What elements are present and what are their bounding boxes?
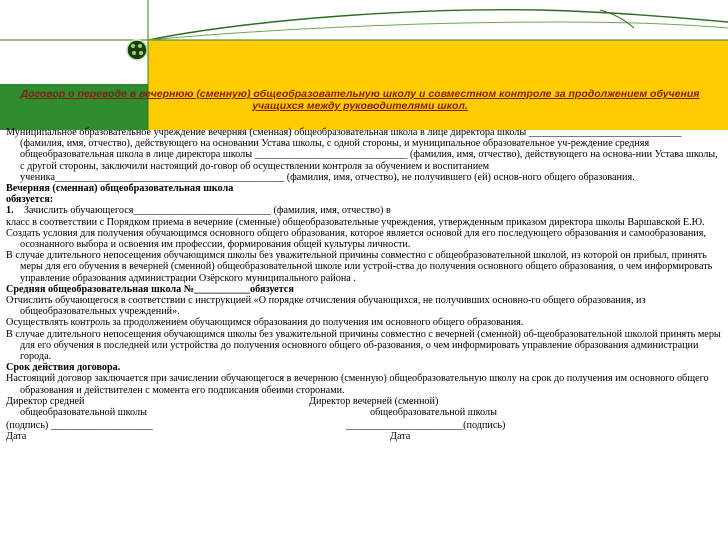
right-signature: _______________________(подпись) bbox=[346, 420, 506, 432]
paragraph-term: Настоящий договор заключается при зачислении обучающегося в вечернюю (сменную) общеобразовательную школу на срок до получения им основного общего образования и действителен с момента его подписания обеими сторонами. bbox=[6, 373, 709, 396]
left-signature: (подпись) ____________________ bbox=[6, 420, 153, 432]
signature-lines bbox=[6, 420, 722, 431]
paragraph-preamble: Муниципальное образовательное учреждение вечерняя (сменная) общеобразовательная школа в лице директора школы ______________________________ (фамилия, имя, отчество), действующего на основании Устава школы, с одной стороны, и муниципальное образовательное уч-реждение средняя общеобразовательная школа в лице директора школы ______________________________ (фамилия, имя, отчество), действующего на основа-нии Устава школы, с другой стороны, заключили настоящий до-говор об осуществлении контроля за обучением и воспитанием ученика_____________________________________________ (фамилия, имя, отчество), не получившего (ей) основ-ного общего образования. bbox=[6, 127, 718, 183]
paragraph-expel: Отчислить обучающегося в соответствии с инструкцией «О порядке отчисления обучающихся, не получивших основно-го общего образования, из общеобразовательных учреждений». bbox=[6, 295, 646, 318]
item-1-text: Зачислить обучающегося___________________________ (фамилия, имя, отчество) в bbox=[23, 205, 391, 217]
document-body bbox=[6, 127, 722, 443]
title-line-1: Договор о переводе в вечернюю (сменную) общеобразовательную школу и совместном контроле за продолжением обучения bbox=[20, 88, 700, 100]
signature-schools bbox=[6, 407, 722, 418]
heading-evening-school: Вечерняя (сменная) общеобразовательная школа bbox=[6, 183, 234, 195]
paragraph-control: Осуществлять контроль за продолжением обучающимся образования до получения им основного общего образования. bbox=[6, 317, 524, 329]
heading-obligations: обязуется: bbox=[6, 194, 54, 206]
signature-dates bbox=[6, 431, 722, 442]
globe-icon bbox=[127, 40, 147, 60]
item-number: 1. bbox=[6, 205, 14, 217]
paragraph-class: класс в соответствии с Порядком приема в вечерние (сменные) общеобразовательные учреждения, утвержденным приказом директора школы Варшавской Е.Ю. bbox=[6, 216, 705, 228]
signature-titles bbox=[6, 396, 722, 407]
paragraph-conditions: Создать условия для получения обучающимся основного общего образования, которое является основой для его последующего образования и самообразования, осознанного выбора и освоения им профессии, формирования общей культуры личности. bbox=[6, 227, 706, 251]
left-date: Дата bbox=[6, 431, 27, 443]
right-date: Дата bbox=[390, 431, 411, 443]
paragraph-absence-secondary: В случае длительного непосещения обучающимся школы без уважительной причины совместно с вечерней (сменной) об-щеобразовательной школой принять меры для его обучения в последней или устройства до получения основного общего об-разования, о чем информировать управление образования администрации города. bbox=[6, 328, 721, 363]
right-school-name: общеобразовательной школы bbox=[370, 407, 497, 419]
heading-secondary-school: Средняя общеобразовательная школа №___________обязуется bbox=[6, 283, 294, 295]
left-director-title: Директор средней bbox=[6, 395, 85, 407]
left-school-name: общеобразовательной школы bbox=[20, 407, 147, 419]
document-title bbox=[10, 88, 710, 112]
title-line-2: учащихся между руководителями школ. bbox=[252, 100, 468, 112]
paragraph-item-1 bbox=[6, 205, 722, 216]
right-director-title: Директор вечерней (сменной) bbox=[309, 395, 439, 407]
heading-term: Срок действия договора. bbox=[6, 362, 121, 374]
paragraph-absence-evening: В случае длительного непосещения обучающимся школы без уважительной причины совместно с общеобразовательной школой, из которой он прибыл, принять меры для его обучения в вечерней (сменной) общеобразовательной школе или устрой-ства до получения основного общего образования, о чем информировать управление образования администрации Озёрского муниципального района . bbox=[6, 250, 713, 284]
